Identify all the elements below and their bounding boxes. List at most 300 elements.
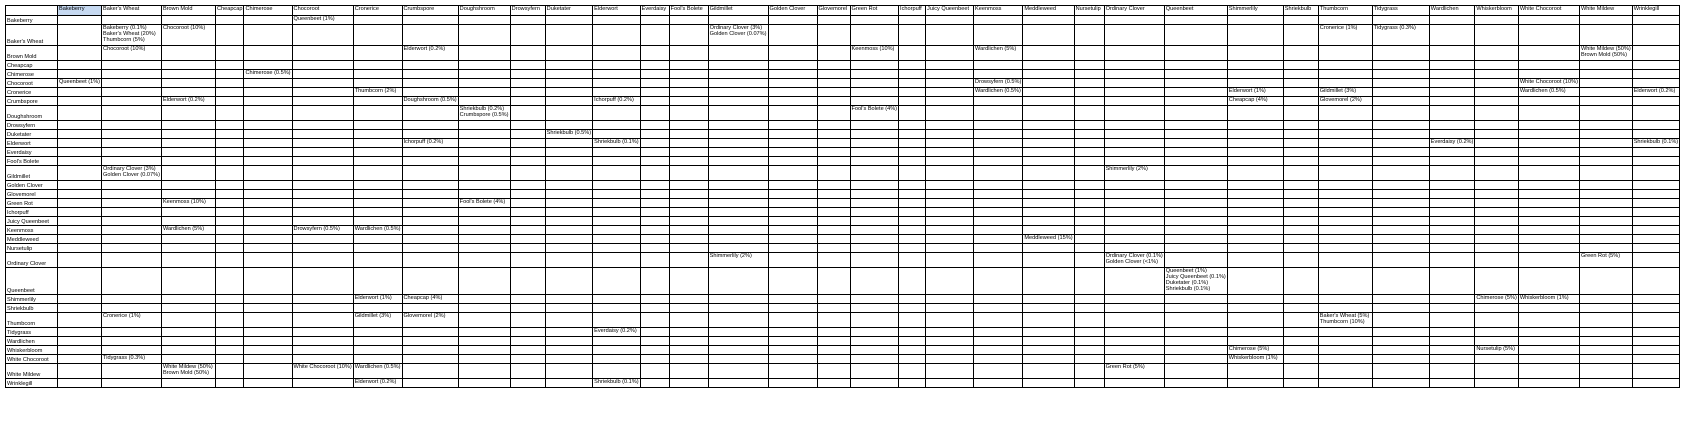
table-cell[interactable] <box>640 88 669 97</box>
table-cell[interactable] <box>1318 217 1372 226</box>
table-cell[interactable] <box>510 88 545 97</box>
table-cell[interactable] <box>1518 106 1579 121</box>
table-cell[interactable] <box>161 379 215 388</box>
table-cell[interactable] <box>1023 46 1074 61</box>
table-cell[interactable] <box>1475 130 1518 139</box>
table-cell[interactable] <box>161 70 215 79</box>
table-cell[interactable] <box>1283 139 1318 148</box>
table-cell[interactable] <box>1579 295 1632 304</box>
table-cell[interactable] <box>1074 46 1104 61</box>
table-cell[interactable] <box>669 121 708 130</box>
table-cell[interactable] <box>1074 304 1104 313</box>
table-cell[interactable] <box>1372 226 1429 235</box>
table-cell[interactable] <box>899 166 926 181</box>
table-cell[interactable] <box>510 121 545 130</box>
table-cell[interactable] <box>58 304 102 313</box>
table-cell[interactable] <box>402 190 458 199</box>
table-cell[interactable] <box>640 217 669 226</box>
table-cell[interactable] <box>926 253 974 268</box>
table-cell[interactable] <box>1104 217 1164 226</box>
table-cell[interactable] <box>899 346 926 355</box>
table-cell[interactable] <box>768 139 817 148</box>
table-cell[interactable] <box>817 199 850 208</box>
table-cell[interactable] <box>292 208 353 217</box>
table-cell[interactable] <box>1283 148 1318 157</box>
table-cell[interactable] <box>58 364 102 379</box>
table-cell[interactable] <box>1227 25 1283 46</box>
table-cell[interactable]: Whiskerbloom (1%) <box>1227 355 1283 364</box>
table-cell[interactable] <box>1318 235 1372 244</box>
table-cell[interactable] <box>1023 244 1074 253</box>
table-cell[interactable] <box>402 130 458 139</box>
row-header-gildmillet[interactable]: Gildmillet <box>6 166 58 181</box>
table-cell[interactable] <box>817 328 850 337</box>
table-cell[interactable] <box>161 106 215 121</box>
table-cell[interactable] <box>402 253 458 268</box>
table-cell[interactable] <box>817 16 850 25</box>
table-cell[interactable] <box>402 181 458 190</box>
table-cell[interactable] <box>768 70 817 79</box>
table-cell[interactable] <box>1475 88 1518 97</box>
table-cell[interactable] <box>669 295 708 304</box>
table-cell[interactable] <box>850 148 899 157</box>
row-header-thumbcorn[interactable]: Thumbcorn <box>6 313 58 328</box>
table-cell[interactable] <box>1632 148 1679 157</box>
table-cell[interactable]: Elderwort (0.2%) <box>402 46 458 61</box>
table-cell[interactable] <box>1164 379 1227 388</box>
table-cell[interactable] <box>1074 88 1104 97</box>
table-cell[interactable] <box>1104 139 1164 148</box>
table-cell[interactable] <box>458 304 510 313</box>
row-header-drowsyfern[interactable]: Drowsyfern <box>6 121 58 130</box>
table-cell[interactable] <box>161 139 215 148</box>
table-cell[interactable] <box>708 217 768 226</box>
table-cell[interactable] <box>545 157 592 166</box>
table-cell[interactable]: Chocoroot (10%) <box>161 25 215 46</box>
table-cell[interactable]: Ichorpuff (0.2%) <box>593 97 640 106</box>
table-cell[interactable] <box>353 208 402 217</box>
table-cell[interactable]: Queenbeet (1%) <box>292 16 353 25</box>
table-cell[interactable]: Cheapcap (4%) <box>1227 97 1283 106</box>
table-cell[interactable] <box>292 61 353 70</box>
table-cell[interactable] <box>708 16 768 25</box>
table-cell[interactable] <box>899 235 926 244</box>
table-cell[interactable] <box>244 130 292 139</box>
table-cell[interactable] <box>102 157 162 166</box>
table-cell[interactable] <box>1475 79 1518 88</box>
table-cell[interactable] <box>1104 25 1164 46</box>
table-cell[interactable] <box>161 304 215 313</box>
table-cell[interactable] <box>708 121 768 130</box>
table-cell[interactable] <box>850 328 899 337</box>
table-cell[interactable] <box>974 166 1023 181</box>
table-cell[interactable] <box>899 313 926 328</box>
table-cell[interactable] <box>1518 313 1579 328</box>
table-cell[interactable] <box>1579 148 1632 157</box>
table-cell[interactable] <box>593 313 640 328</box>
table-cell[interactable] <box>510 346 545 355</box>
table-cell[interactable] <box>1104 235 1164 244</box>
table-cell[interactable] <box>1104 313 1164 328</box>
table-cell[interactable] <box>292 313 353 328</box>
table-cell[interactable] <box>1429 226 1475 235</box>
table-cell[interactable] <box>510 304 545 313</box>
table-cell[interactable] <box>1227 148 1283 157</box>
table-cell[interactable] <box>974 130 1023 139</box>
table-cell[interactable] <box>708 61 768 70</box>
table-cell[interactable] <box>1318 106 1372 121</box>
table-cell[interactable] <box>102 364 162 379</box>
table-cell[interactable] <box>768 235 817 244</box>
table-cell[interactable] <box>458 226 510 235</box>
table-cell[interactable] <box>1475 364 1518 379</box>
table-cell[interactable] <box>850 88 899 97</box>
table-cell[interactable] <box>402 346 458 355</box>
table-cell[interactable] <box>58 190 102 199</box>
table-cell[interactable] <box>926 313 974 328</box>
table-cell[interactable] <box>244 304 292 313</box>
table-cell[interactable] <box>669 130 708 139</box>
table-cell[interactable] <box>708 157 768 166</box>
column-header-everdaisy[interactable]: Everdaisy <box>640 6 669 16</box>
row-header-fool-s-bolete[interactable]: Fool's Bolete <box>6 157 58 166</box>
table-cell[interactable] <box>850 304 899 313</box>
table-cell[interactable] <box>215 199 244 208</box>
table-cell[interactable] <box>1283 328 1318 337</box>
table-cell[interactable] <box>593 235 640 244</box>
table-cell[interactable] <box>161 208 215 217</box>
table-cell[interactable] <box>708 346 768 355</box>
table-cell[interactable]: Gildmillet (3%) <box>353 313 402 328</box>
table-cell[interactable] <box>244 199 292 208</box>
table-cell[interactable] <box>292 346 353 355</box>
table-cell[interactable] <box>1518 217 1579 226</box>
table-cell[interactable] <box>244 106 292 121</box>
table-cell[interactable] <box>1429 166 1475 181</box>
table-cell[interactable] <box>1429 97 1475 106</box>
table-cell[interactable] <box>244 208 292 217</box>
table-cell[interactable] <box>1429 16 1475 25</box>
table-cell[interactable] <box>669 268 708 295</box>
table-cell[interactable] <box>1475 121 1518 130</box>
table-cell[interactable] <box>1318 157 1372 166</box>
table-cell[interactable] <box>850 61 899 70</box>
table-cell[interactable] <box>768 79 817 88</box>
table-cell[interactable] <box>1579 313 1632 328</box>
table-cell[interactable] <box>292 130 353 139</box>
table-cell[interactable] <box>292 139 353 148</box>
table-cell[interactable] <box>1074 313 1104 328</box>
table-cell[interactable] <box>1164 121 1227 130</box>
table-cell[interactable] <box>708 226 768 235</box>
table-cell[interactable] <box>926 364 974 379</box>
table-cell[interactable] <box>1518 157 1579 166</box>
table-cell[interactable] <box>402 106 458 121</box>
table-cell[interactable] <box>1023 364 1074 379</box>
table-cell[interactable] <box>353 157 402 166</box>
table-cell[interactable] <box>1023 70 1074 79</box>
table-cell[interactable] <box>58 181 102 190</box>
table-cell[interactable] <box>1227 46 1283 61</box>
table-cell[interactable] <box>899 208 926 217</box>
table-cell[interactable] <box>640 328 669 337</box>
table-cell[interactable] <box>1318 208 1372 217</box>
table-cell[interactable] <box>768 157 817 166</box>
table-cell[interactable] <box>1518 46 1579 61</box>
corner-cell[interactable] <box>6 6 58 16</box>
table-cell[interactable] <box>1318 364 1372 379</box>
table-cell[interactable] <box>899 25 926 46</box>
table-cell[interactable] <box>850 226 899 235</box>
table-cell[interactable] <box>1429 268 1475 295</box>
table-cell[interactable] <box>1429 181 1475 190</box>
column-header-green-rot[interactable]: Green Rot <box>850 6 899 16</box>
table-cell[interactable] <box>1372 313 1429 328</box>
table-cell[interactable] <box>593 190 640 199</box>
table-cell[interactable] <box>215 139 244 148</box>
table-cell[interactable] <box>850 166 899 181</box>
row-header-cronerice[interactable]: Cronerice <box>6 88 58 97</box>
table-cell[interactable] <box>244 61 292 70</box>
table-cell[interactable] <box>58 166 102 181</box>
table-cell[interactable] <box>458 253 510 268</box>
table-cell[interactable] <box>974 364 1023 379</box>
table-cell[interactable] <box>926 166 974 181</box>
table-cell[interactable] <box>1475 328 1518 337</box>
row-header-ordinary-clover[interactable]: Ordinary Clover <box>6 253 58 268</box>
table-cell[interactable] <box>974 208 1023 217</box>
table-cell[interactable] <box>215 235 244 244</box>
table-cell[interactable] <box>926 79 974 88</box>
table-cell[interactable] <box>1104 199 1164 208</box>
table-cell[interactable]: Tidygrass (0.3%) <box>102 355 162 364</box>
table-cell[interactable] <box>510 235 545 244</box>
table-cell[interactable] <box>899 16 926 25</box>
table-cell[interactable] <box>353 25 402 46</box>
table-cell[interactable] <box>1372 379 1429 388</box>
table-cell[interactable] <box>1164 337 1227 346</box>
table-cell[interactable] <box>244 121 292 130</box>
table-cell[interactable] <box>926 328 974 337</box>
table-cell[interactable] <box>292 217 353 226</box>
table-cell[interactable] <box>58 295 102 304</box>
table-cell[interactable] <box>1475 355 1518 364</box>
column-header-wrinklegill[interactable]: Wrinklegill <box>1632 6 1679 16</box>
table-cell[interactable] <box>292 337 353 346</box>
table-cell[interactable] <box>215 70 244 79</box>
table-cell[interactable] <box>1429 355 1475 364</box>
table-cell[interactable] <box>1429 88 1475 97</box>
table-cell[interactable] <box>1372 166 1429 181</box>
table-cell[interactable] <box>1372 199 1429 208</box>
table-cell[interactable] <box>817 46 850 61</box>
table-cell[interactable] <box>102 253 162 268</box>
table-cell[interactable] <box>1429 364 1475 379</box>
table-cell[interactable] <box>292 199 353 208</box>
table-cell[interactable] <box>899 328 926 337</box>
table-cell[interactable] <box>58 106 102 121</box>
row-header-chimerose[interactable]: Chimerose <box>6 70 58 79</box>
table-cell[interactable] <box>817 268 850 295</box>
table-cell[interactable] <box>1227 244 1283 253</box>
table-cell[interactable] <box>1475 235 1518 244</box>
table-cell[interactable] <box>1429 25 1475 46</box>
table-cell[interactable] <box>1164 244 1227 253</box>
table-cell[interactable] <box>402 166 458 181</box>
table-cell[interactable] <box>402 244 458 253</box>
row-header-green-rot[interactable]: Green Rot <box>6 199 58 208</box>
table-cell[interactable] <box>1475 253 1518 268</box>
table-cell[interactable] <box>817 304 850 313</box>
column-header-tidygrass[interactable]: Tidygrass <box>1372 6 1429 16</box>
table-cell[interactable] <box>1283 355 1318 364</box>
table-cell[interactable] <box>1104 16 1164 25</box>
table-cell[interactable] <box>1372 337 1429 346</box>
table-cell[interactable] <box>545 199 592 208</box>
table-cell[interactable] <box>1104 88 1164 97</box>
table-cell[interactable] <box>1579 268 1632 295</box>
table-cell[interactable] <box>974 190 1023 199</box>
table-cell[interactable] <box>1164 199 1227 208</box>
table-cell[interactable] <box>1632 253 1679 268</box>
row-header-everdaisy[interactable]: Everdaisy <box>6 148 58 157</box>
table-cell[interactable] <box>102 217 162 226</box>
table-cell[interactable] <box>353 268 402 295</box>
column-header-brown-mold[interactable]: Brown Mold <box>161 6 215 16</box>
table-cell[interactable] <box>1164 355 1227 364</box>
table-cell[interactable] <box>850 337 899 346</box>
table-cell[interactable] <box>1164 226 1227 235</box>
table-cell[interactable] <box>1318 295 1372 304</box>
column-header-bakeberry[interactable]: Bakeberry <box>58 6 102 16</box>
table-cell[interactable] <box>708 97 768 106</box>
table-cell[interactable] <box>640 130 669 139</box>
table-cell[interactable] <box>353 166 402 181</box>
table-cell[interactable] <box>640 379 669 388</box>
table-cell[interactable] <box>402 70 458 79</box>
table-cell[interactable] <box>1104 337 1164 346</box>
table-cell[interactable] <box>1023 217 1074 226</box>
column-header-shimmerlily[interactable]: Shimmerlily <box>1227 6 1283 16</box>
table-cell[interactable] <box>58 97 102 106</box>
table-cell[interactable] <box>402 121 458 130</box>
table-cell[interactable] <box>669 226 708 235</box>
table-cell[interactable] <box>1579 364 1632 379</box>
table-cell[interactable] <box>545 364 592 379</box>
table-cell[interactable] <box>669 16 708 25</box>
table-cell[interactable] <box>708 313 768 328</box>
table-cell[interactable] <box>593 106 640 121</box>
table-cell[interactable] <box>292 304 353 313</box>
table-cell[interactable] <box>1579 355 1632 364</box>
table-cell[interactable] <box>768 217 817 226</box>
table-cell[interactable] <box>292 268 353 295</box>
table-cell[interactable] <box>458 313 510 328</box>
table-cell[interactable] <box>1518 199 1579 208</box>
table-cell[interactable] <box>292 190 353 199</box>
table-cell[interactable] <box>510 97 545 106</box>
table-cell[interactable] <box>1104 106 1164 121</box>
table-cell[interactable] <box>545 337 592 346</box>
table-cell[interactable] <box>974 337 1023 346</box>
table-cell[interactable] <box>1518 304 1579 313</box>
table-cell[interactable] <box>850 355 899 364</box>
table-cell[interactable] <box>402 25 458 46</box>
table-cell[interactable] <box>1579 130 1632 139</box>
table-cell[interactable] <box>926 217 974 226</box>
table-cell[interactable] <box>926 88 974 97</box>
table-cell[interactable] <box>510 139 545 148</box>
table-cell[interactable] <box>974 70 1023 79</box>
table-cell[interactable] <box>58 355 102 364</box>
table-cell[interactable] <box>458 244 510 253</box>
table-cell[interactable] <box>1518 337 1579 346</box>
table-cell[interactable] <box>1283 121 1318 130</box>
table-cell[interactable] <box>1475 208 1518 217</box>
table-cell[interactable] <box>215 97 244 106</box>
table-cell[interactable] <box>1475 190 1518 199</box>
table-cell[interactable] <box>458 130 510 139</box>
table-cell[interactable] <box>768 328 817 337</box>
table-cell[interactable] <box>402 79 458 88</box>
table-cell[interactable] <box>510 106 545 121</box>
table-cell[interactable] <box>58 235 102 244</box>
table-cell[interactable] <box>640 208 669 217</box>
table-cell[interactable] <box>974 217 1023 226</box>
table-cell[interactable] <box>1227 328 1283 337</box>
table-cell[interactable] <box>974 244 1023 253</box>
table-cell[interactable] <box>1518 346 1579 355</box>
table-cell[interactable] <box>102 226 162 235</box>
table-cell[interactable]: Cheapcap (4%) <box>402 295 458 304</box>
table-cell[interactable] <box>1283 244 1318 253</box>
table-cell[interactable] <box>640 25 669 46</box>
table-cell[interactable] <box>58 157 102 166</box>
table-cell[interactable] <box>669 208 708 217</box>
table-cell[interactable] <box>817 253 850 268</box>
column-header-shriekbulb[interactable]: Shriekbulb <box>1283 6 1318 16</box>
table-cell[interactable] <box>817 208 850 217</box>
table-cell[interactable]: Bakeberry (0.1%) Baker's Wheat (20%) Thumbcorn (5%) <box>102 25 162 46</box>
table-cell[interactable] <box>510 268 545 295</box>
table-cell[interactable] <box>353 199 402 208</box>
table-cell[interactable] <box>926 379 974 388</box>
table-cell[interactable] <box>1632 46 1679 61</box>
table-cell[interactable] <box>545 61 592 70</box>
table-cell[interactable] <box>669 346 708 355</box>
table-cell[interactable] <box>545 295 592 304</box>
table-cell[interactable] <box>1104 208 1164 217</box>
table-cell[interactable] <box>1074 328 1104 337</box>
table-cell[interactable] <box>58 121 102 130</box>
table-cell[interactable] <box>510 46 545 61</box>
table-cell[interactable] <box>850 70 899 79</box>
table-cell[interactable]: Everdaisy (0.2%) <box>593 328 640 337</box>
table-cell[interactable] <box>1023 253 1074 268</box>
table-cell[interactable] <box>1164 181 1227 190</box>
table-cell[interactable] <box>669 70 708 79</box>
table-cell[interactable] <box>458 364 510 379</box>
table-cell[interactable]: Shriekbulb (0.1%) <box>593 139 640 148</box>
table-cell[interactable] <box>593 121 640 130</box>
table-cell[interactable]: White Mildew (50%) Brown Mold (50%) <box>161 364 215 379</box>
table-cell[interactable] <box>1227 337 1283 346</box>
table-cell[interactable] <box>1164 106 1227 121</box>
table-cell[interactable] <box>1372 106 1429 121</box>
table-cell[interactable] <box>510 217 545 226</box>
table-cell[interactable] <box>1283 304 1318 313</box>
table-cell[interactable] <box>1074 217 1104 226</box>
